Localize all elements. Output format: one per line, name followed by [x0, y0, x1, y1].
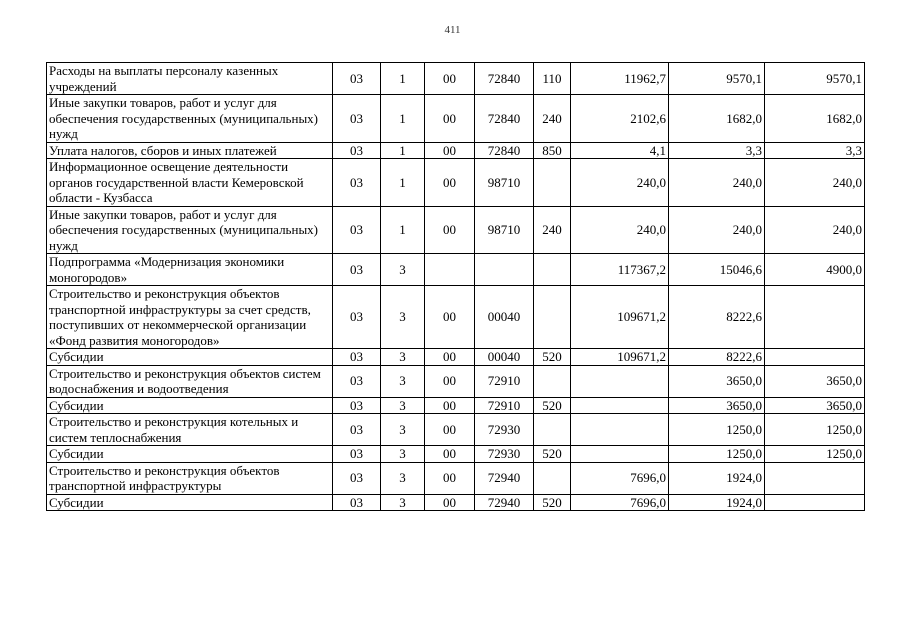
amount-year1-cell	[571, 414, 669, 446]
group-code-cell: 00	[425, 462, 475, 494]
amount-year3-cell	[765, 349, 865, 366]
section-code-cell: 03	[333, 397, 381, 414]
table-body	[47, 63, 865, 511]
subprogram-code-cell: 3	[381, 349, 425, 366]
expense-type-cell	[534, 286, 571, 349]
direction-code-cell: 72930	[475, 414, 534, 446]
expense-name-cell: Субсидии	[47, 494, 333, 511]
amount-year1-cell	[571, 446, 669, 463]
amount-year2-cell: 9570,1	[669, 63, 765, 95]
amount-year2-cell: 8222,6	[669, 349, 765, 366]
direction-code-cell: 72910	[475, 365, 534, 397]
table-row	[47, 365, 865, 397]
subprogram-code-cell: 1	[381, 159, 425, 207]
amount-year3-cell: 3,3	[765, 142, 865, 159]
amount-year2-cell: 240,0	[669, 206, 765, 254]
expense-type-cell	[534, 159, 571, 207]
expense-name-cell: Уплата налогов, сборов и иных платежей	[47, 142, 333, 159]
expense-name-cell: Информационное освещение деятельности органов государственной власти Кемеровской области - Кузбасса	[47, 159, 333, 207]
direction-code-cell	[475, 254, 534, 286]
expense-type-cell: 240	[534, 95, 571, 143]
subprogram-code-cell: 3	[381, 286, 425, 349]
subprogram-code-cell: 3	[381, 446, 425, 463]
amount-year1-cell: 109671,2	[571, 349, 669, 366]
amount-year2-cell: 15046,6	[669, 254, 765, 286]
amount-year3-cell: 9570,1	[765, 63, 865, 95]
subprogram-code-cell: 3	[381, 414, 425, 446]
section-code-cell: 03	[333, 142, 381, 159]
table-row	[47, 63, 865, 95]
direction-code-cell: 72840	[475, 95, 534, 143]
group-code-cell: 00	[425, 349, 475, 366]
group-code-cell: 00	[425, 159, 475, 207]
direction-code-cell: 72840	[475, 63, 534, 95]
expense-type-cell: 520	[534, 494, 571, 511]
amount-year2-cell: 1250,0	[669, 414, 765, 446]
expense-type-cell	[534, 414, 571, 446]
section-code-cell: 03	[333, 159, 381, 207]
amount-year3-cell: 3650,0	[765, 397, 865, 414]
subprogram-code-cell: 3	[381, 365, 425, 397]
expense-type-cell: 110	[534, 63, 571, 95]
amount-year3-cell: 1250,0	[765, 446, 865, 463]
amount-year2-cell: 8222,6	[669, 286, 765, 349]
expense-name-cell: Иные закупки товаров, работ и услуг для обеспечения государственных (муниципальных) нужд	[47, 206, 333, 254]
expense-name-cell: Подпрограмма «Модернизация экономики моногородов»	[47, 254, 333, 286]
group-code-cell: 00	[425, 206, 475, 254]
subprogram-code-cell: 3	[381, 494, 425, 511]
expense-name-cell: Строительство и реконструкция объектов транспортной инфраструктуры за счет средств, поступивших от некоммерческой организации «Фонд развития моногородов»	[47, 286, 333, 349]
amount-year2-cell: 1924,0	[669, 462, 765, 494]
section-code-cell: 03	[333, 206, 381, 254]
group-code-cell: 00	[425, 95, 475, 143]
expense-name-cell: Расходы на выплаты персоналу казенных учреждений	[47, 63, 333, 95]
expense-type-cell: 240	[534, 206, 571, 254]
amount-year3-cell: 1250,0	[765, 414, 865, 446]
table-row	[47, 462, 865, 494]
table-row	[47, 414, 865, 446]
amount-year2-cell: 1682,0	[669, 95, 765, 143]
amount-year1-cell: 11962,7	[571, 63, 669, 95]
group-code-cell: 00	[425, 142, 475, 159]
direction-code-cell: 00040	[475, 349, 534, 366]
amount-year2-cell: 1250,0	[669, 446, 765, 463]
expense-type-cell: 850	[534, 142, 571, 159]
table-row	[47, 446, 865, 463]
amount-year1-cell: 2102,6	[571, 95, 669, 143]
table-row	[47, 159, 865, 207]
section-code-cell: 03	[333, 414, 381, 446]
expense-type-cell: 520	[534, 446, 571, 463]
section-code-cell: 03	[333, 494, 381, 511]
amount-year2-cell: 3,3	[669, 142, 765, 159]
amount-year3-cell: 3650,0	[765, 365, 865, 397]
expense-name-cell: Строительство и реконструкция котельных и систем теплоснабжения	[47, 414, 333, 446]
group-code-cell: 00	[425, 446, 475, 463]
section-code-cell: 03	[333, 63, 381, 95]
amount-year1-cell	[571, 365, 669, 397]
section-code-cell: 03	[333, 349, 381, 366]
expense-name-cell: Субсидии	[47, 349, 333, 366]
direction-code-cell: 72940	[475, 494, 534, 511]
subprogram-code-cell: 3	[381, 254, 425, 286]
table-row	[47, 206, 865, 254]
amount-year1-cell: 240,0	[571, 206, 669, 254]
amount-year3-cell: 1682,0	[765, 95, 865, 143]
amount-year3-cell: 240,0	[765, 159, 865, 207]
expense-type-cell: 520	[534, 397, 571, 414]
direction-code-cell: 72910	[475, 397, 534, 414]
amount-year3-cell	[765, 462, 865, 494]
section-code-cell: 03	[333, 254, 381, 286]
section-code-cell: 03	[333, 446, 381, 463]
subprogram-code-cell: 1	[381, 63, 425, 95]
expense-name-cell: Субсидии	[47, 397, 333, 414]
amount-year3-cell	[765, 286, 865, 349]
group-code-cell: 00	[425, 414, 475, 446]
direction-code-cell: 98710	[475, 159, 534, 207]
direction-code-cell: 72930	[475, 446, 534, 463]
section-code-cell: 03	[333, 95, 381, 143]
section-code-cell: 03	[333, 462, 381, 494]
table-row	[47, 142, 865, 159]
subprogram-code-cell: 1	[381, 206, 425, 254]
amount-year1-cell	[571, 397, 669, 414]
budget-table	[46, 62, 865, 511]
direction-code-cell: 00040	[475, 286, 534, 349]
amount-year3-cell: 4900,0	[765, 254, 865, 286]
amount-year2-cell: 1924,0	[669, 494, 765, 511]
subprogram-code-cell: 1	[381, 142, 425, 159]
amount-year1-cell: 7696,0	[571, 462, 669, 494]
expense-name-cell: Иные закупки товаров, работ и услуг для обеспечения государственных (муниципальных) нужд	[47, 95, 333, 143]
direction-code-cell: 98710	[475, 206, 534, 254]
direction-code-cell: 72940	[475, 462, 534, 494]
group-code-cell: 00	[425, 494, 475, 511]
amount-year3-cell: 240,0	[765, 206, 865, 254]
table-row	[47, 494, 865, 511]
subprogram-code-cell: 3	[381, 462, 425, 494]
expense-type-cell	[534, 365, 571, 397]
table-row	[47, 397, 865, 414]
table-row	[47, 286, 865, 349]
direction-code-cell: 72840	[475, 142, 534, 159]
amount-year1-cell: 7696,0	[571, 494, 669, 511]
section-code-cell: 03	[333, 365, 381, 397]
amount-year2-cell: 240,0	[669, 159, 765, 207]
amount-year1-cell: 117367,2	[571, 254, 669, 286]
expense-name-cell: Строительство и реконструкция объектов систем водоснабжения и водоотведения	[47, 365, 333, 397]
amount-year2-cell: 3650,0	[669, 365, 765, 397]
group-code-cell: 00	[425, 286, 475, 349]
expense-type-cell	[534, 254, 571, 286]
amount-year1-cell: 4,1	[571, 142, 669, 159]
subprogram-code-cell: 3	[381, 397, 425, 414]
group-code-cell	[425, 254, 475, 286]
expense-name-cell: Субсидии	[47, 446, 333, 463]
amount-year1-cell: 109671,2	[571, 286, 669, 349]
expense-type-cell	[534, 462, 571, 494]
group-code-cell: 00	[425, 63, 475, 95]
section-code-cell: 03	[333, 286, 381, 349]
subprogram-code-cell: 1	[381, 95, 425, 143]
group-code-cell: 00	[425, 365, 475, 397]
group-code-cell: 00	[425, 397, 475, 414]
table-row	[47, 254, 865, 286]
amount-year1-cell: 240,0	[571, 159, 669, 207]
table-row	[47, 349, 865, 366]
table-row	[47, 95, 865, 143]
amount-year3-cell	[765, 494, 865, 511]
amount-year2-cell: 3650,0	[669, 397, 765, 414]
page-number: 411	[444, 24, 461, 36]
expense-type-cell: 520	[534, 349, 571, 366]
expense-name-cell: Строительство и реконструкция объектов транспортной инфраструктуры	[47, 462, 333, 494]
